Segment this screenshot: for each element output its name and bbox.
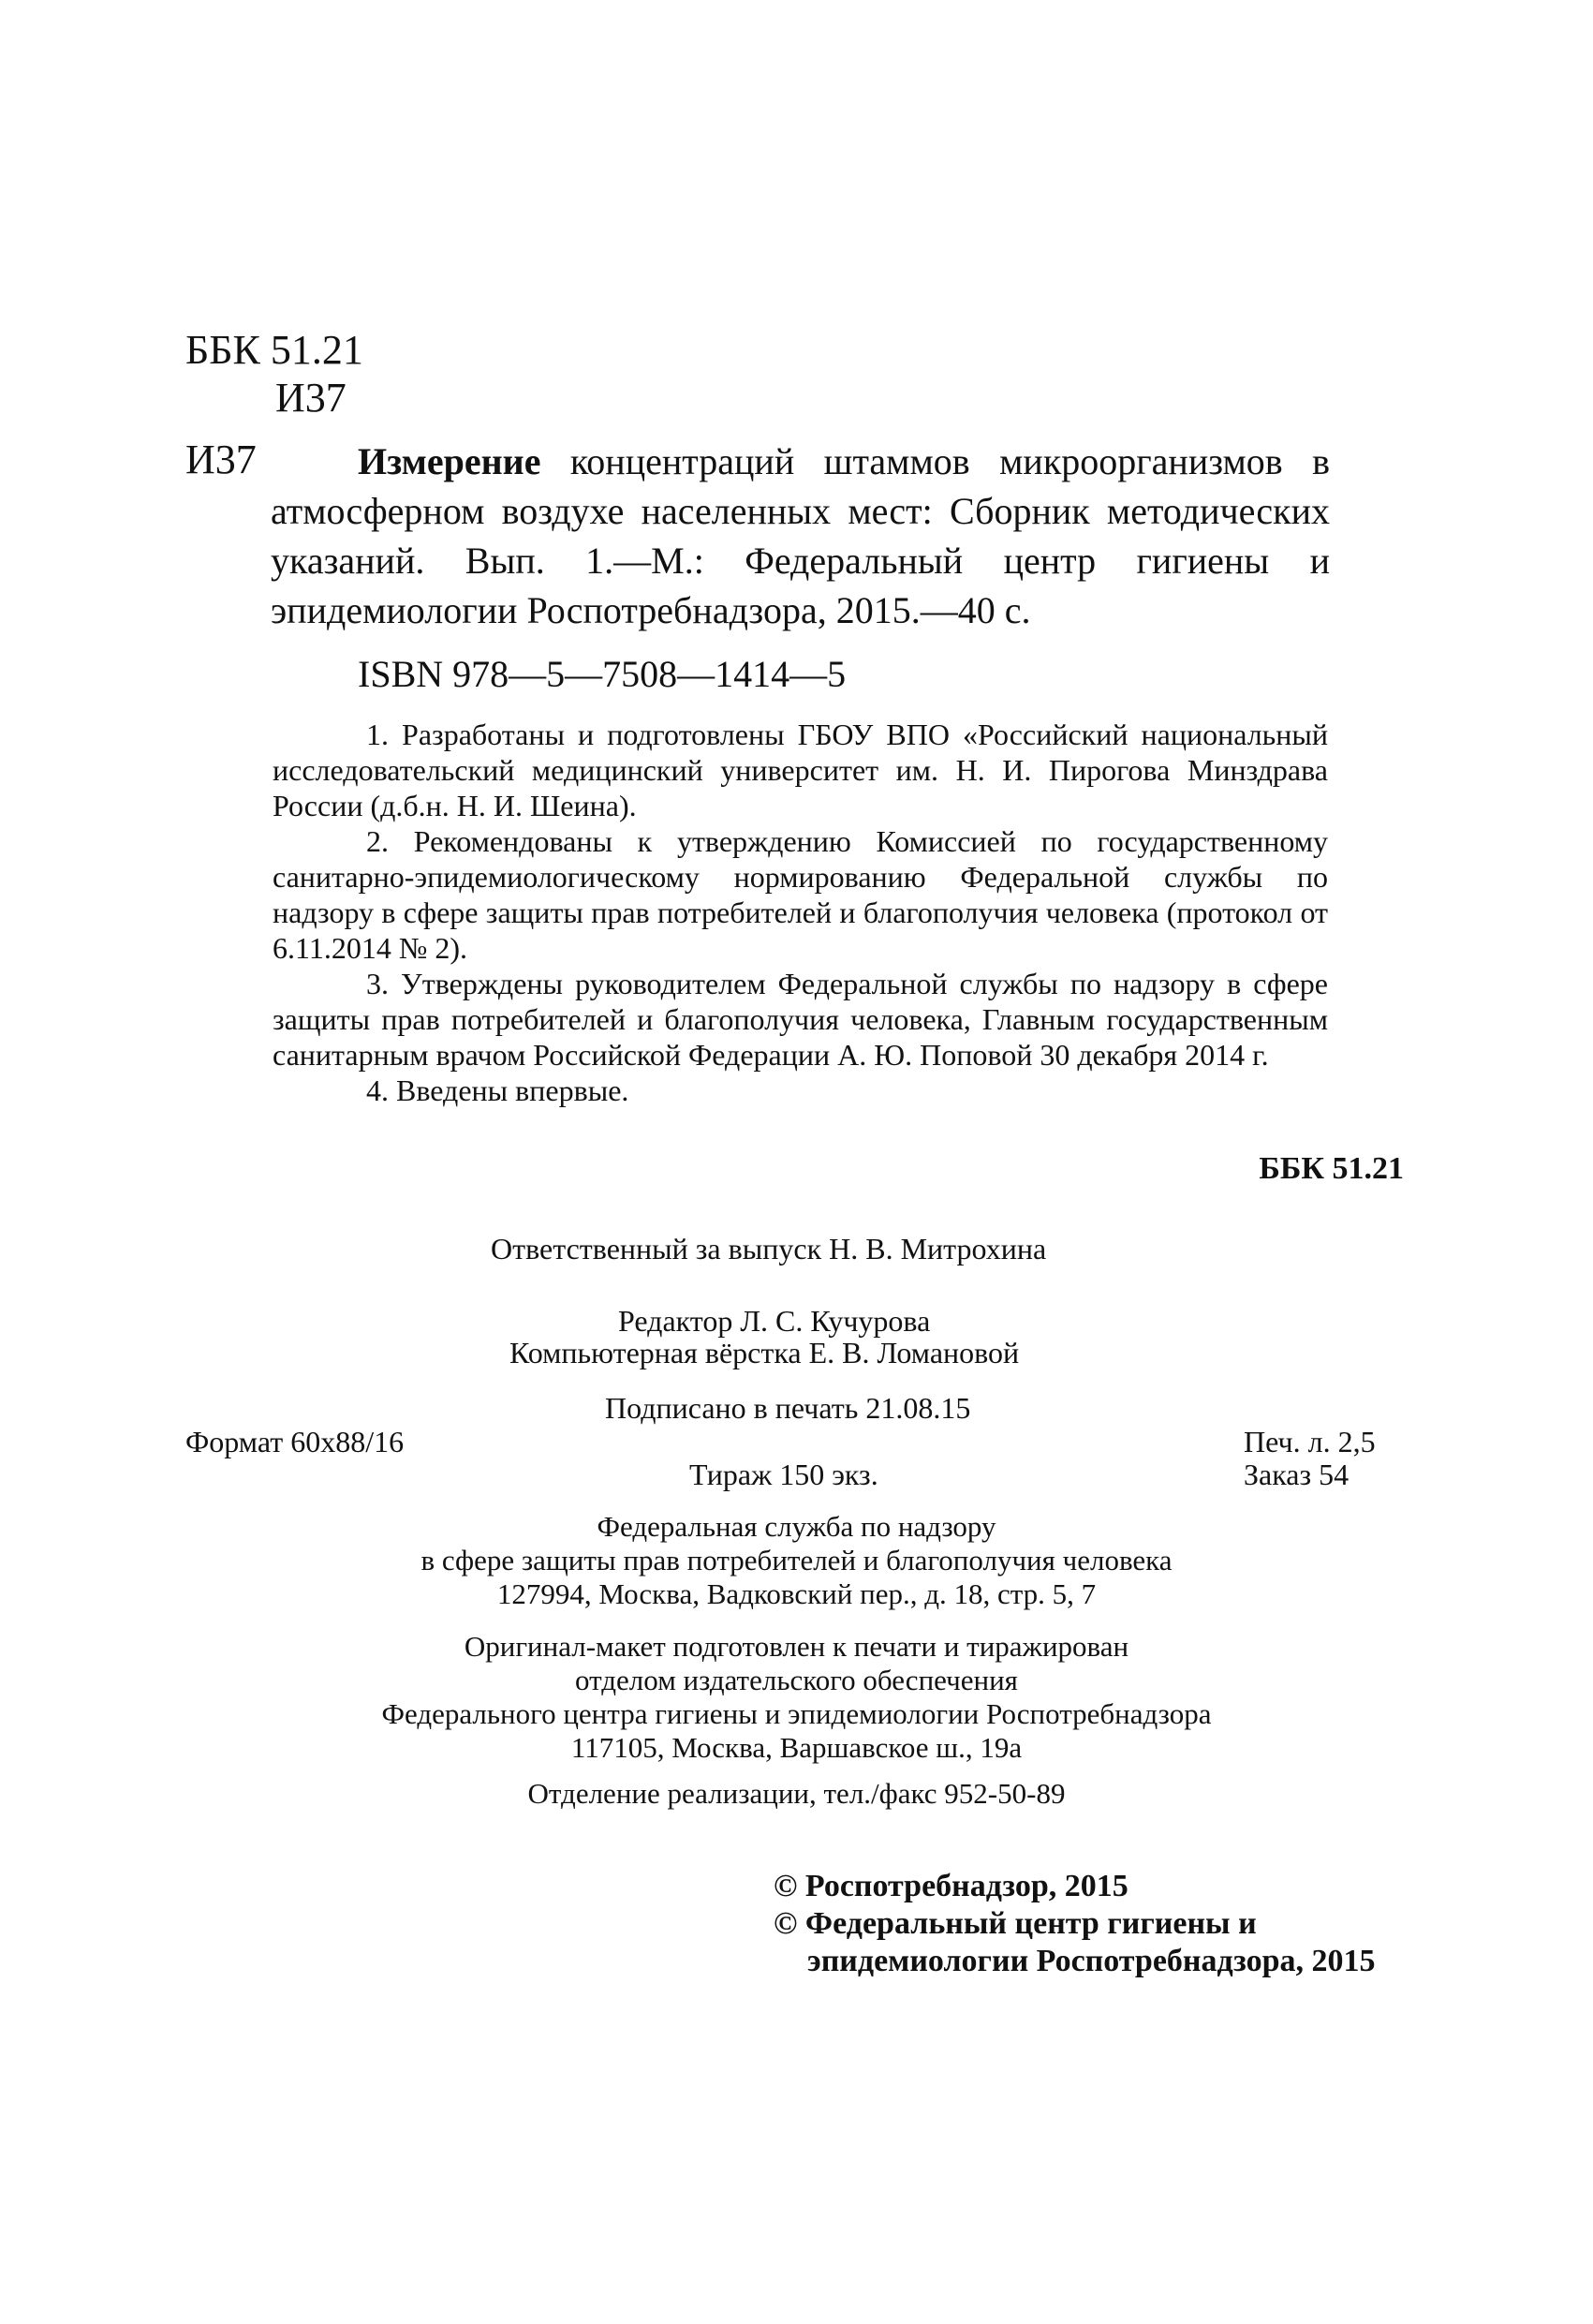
- responsible-editor: Ответственный за выпуск Н. В. Митрохина: [491, 1232, 1047, 1266]
- origin-line: Федерального центра гигиены и эпидемиологии Роспотребнадзора: [381, 1697, 1212, 1730]
- bbk-code-right: ББК 51.21: [1259, 1151, 1404, 1186]
- print-run: Тираж 150 экз.: [689, 1458, 878, 1491]
- order-number: Заказ 54: [1244, 1458, 1350, 1491]
- author-mark-side: И37: [185, 437, 257, 482]
- printed-sheets: Печ. л. 2,5: [1244, 1425, 1376, 1458]
- notes-list: [273, 717, 1328, 1108]
- origin-block: [0, 1630, 1593, 1765]
- note-item: 1. Разработаны и подготовлены ГБОУ ВПО «Российский национальный исследовательский медицинский университет им. Н. И. Пирогова Минздрава России (д.б.н. Н. И. Шеина).: [273, 718, 1328, 822]
- sales-department: Отделение реализации, тел./факс 952-50-89: [527, 1777, 1066, 1810]
- author-mark: И37: [275, 375, 347, 421]
- copyright-block: [774, 1868, 1376, 1980]
- origin-line: 117105, Москва, Варшавское ш., 19а: [570, 1731, 1023, 1764]
- bbk-code: ББК 51.21: [185, 327, 363, 373]
- copyright-line: © Федеральный центр гигиены и: [774, 1906, 1257, 1941]
- title-bold-word: Измерение: [358, 440, 541, 482]
- publisher-line: в сфере защиты прав потребителей и благополучия человека: [420, 1544, 1173, 1576]
- note-item: 4. Введены впервые.: [366, 1073, 629, 1107]
- title-rest: концентраций штаммов микроорганизмов в атмосферном воздухе населенных мест: Сборник методических указаний. Вып. 1.—М.: Федеральный центр гигиены и эпидемиологии Роспотребнадзора, 2015.—40 с.: [271, 440, 1330, 631]
- paper-format: Формат 60x88/16: [185, 1425, 405, 1458]
- origin-line: Оригинал-макет подготовлен к печати и тиражирован: [464, 1630, 1129, 1663]
- bibliographic-description: [271, 437, 1330, 635]
- signed-to-print: Подписано в печать 21.08.15: [605, 1391, 971, 1425]
- isbn: ISBN 978—5—7508—1414—5: [358, 653, 847, 695]
- copyright-line: © Роспотребнадзор, 2015: [774, 1869, 1128, 1903]
- origin-line: отделом издательского обеспечения: [575, 1664, 1018, 1696]
- copyright-line: эпидемиологии Роспотребнадзора, 2015: [807, 1944, 1376, 1978]
- publisher-line: 127994, Москва, Вадковский пер., д. 18, стр. 5, 7: [496, 1577, 1097, 1610]
- note-item: 3. Утверждены руководителем Федеральной службы по надзору в сфере защиты прав потребителей и благополучия человека, Главным государственным санитарным врачом Российской Федерации А. Ю. Поповой 30 декабря 2014 г.: [273, 967, 1328, 1072]
- publisher-line: Федеральная служба по надзору: [597, 1510, 996, 1543]
- editor: Редактор Л. С. Кучурова: [618, 1304, 931, 1338]
- note-item: 2. Рекомендованы к утверждению Комиссией по государственному санитарно-эпидемиологическому нормированию Федеральной службы по надзору в сфере защиты прав потребителей и благополучия человека (протокол от 6.11.2014 № 2).: [273, 824, 1328, 965]
- publisher-block: [0, 1510, 1593, 1611]
- layout-designer: Компьютерная вёрстка Е. В. Ломановой: [509, 1336, 1020, 1369]
